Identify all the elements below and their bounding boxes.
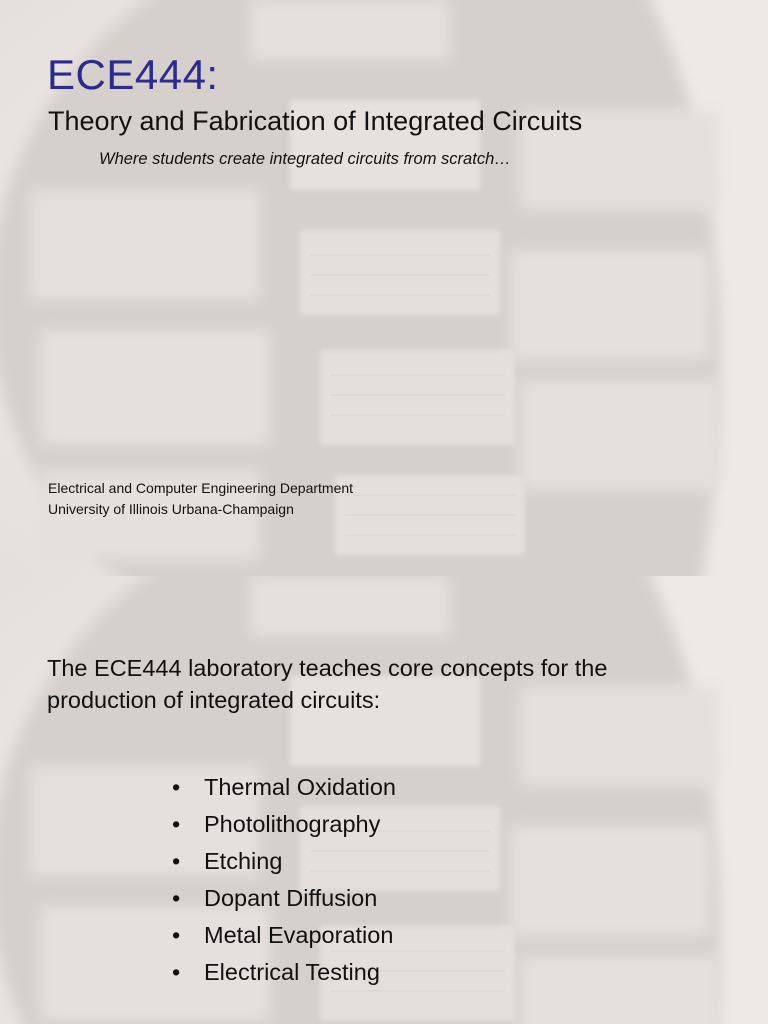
bullet-icon: • — [172, 811, 181, 837]
intro-text: The ECE444 laboratory teaches core concepts for the production of integrated circuits: — [47, 655, 608, 713]
slide-tagline: Where students create integrated circuits from scratch… — [99, 150, 511, 168]
slide-subtitle: Theory and Fabrication of Integrated Circuits — [48, 106, 583, 136]
topic-list — [172, 769, 396, 991]
slide-2 — [0, 576, 768, 1024]
department-line: Electrical and Computer Engineering Department — [48, 480, 354, 496]
list-item — [172, 806, 396, 843]
list-item — [172, 917, 396, 954]
topic-label: Electrical Testing — [204, 959, 380, 985]
topic-label: Etching — [204, 848, 283, 874]
list-item — [172, 880, 396, 917]
topic-label: Metal Evaporation — [204, 922, 394, 948]
topic-label: Dopant Diffusion — [204, 885, 378, 911]
list-item — [172, 843, 396, 880]
bullet-icon: • — [172, 885, 181, 911]
list-item — [172, 769, 396, 806]
university-line: University of Illinois Urbana-Champaign — [48, 501, 294, 517]
topic-label: Photolithography — [204, 811, 381, 837]
bullet-icon: • — [172, 922, 181, 948]
department-block — [48, 478, 353, 520]
slide-title: ECE444: — [47, 51, 219, 98]
bullet-icon: • — [172, 959, 181, 985]
bullet-icon: • — [172, 848, 181, 874]
bullet-icon: • — [172, 774, 181, 800]
list-item — [172, 954, 396, 991]
topic-label: Thermal Oxidation — [204, 774, 396, 800]
